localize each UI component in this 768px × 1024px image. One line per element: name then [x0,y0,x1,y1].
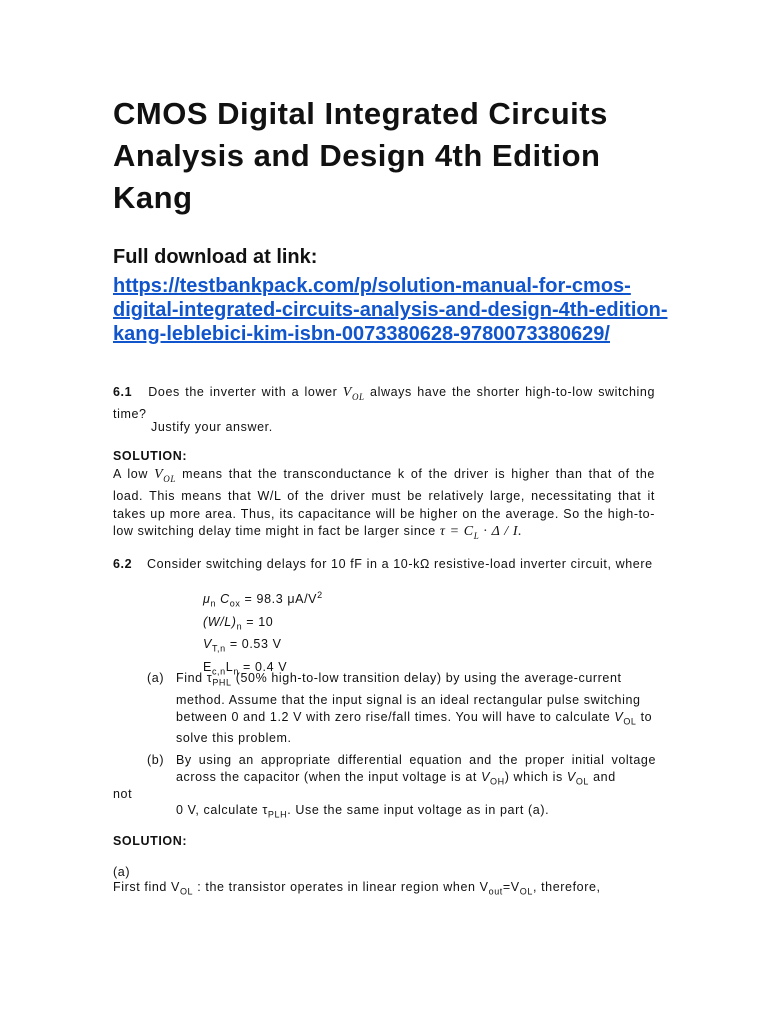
download-label: Full download at link: [113,246,318,268]
question-number: 6.2 [113,557,133,571]
download-link[interactable]: https://testbankpack.com/p/solution-manual-for-cmos-digital-integrated-circuits-analysis-and-design-4th-edition-kang-leblebici-kim-isbn-0073380628-9780073380629/ [113,275,668,345]
vol-symbol: $V_{OL}$ [342,385,365,402]
solution-6-1-text: A low $V_{OL}$ means that the transconductance k of the driver is higher than that of the load. This means that W/L of the driver must be relatively large, necessitating that it takes up more area. Thus, its capacitance will be higher on the average. So the high-to-low switching delay time might in fact be larger since $\tau = C_L \cdot \Delta / I$. [113,467,655,542]
question-6-1-justify: Justify your answer. [151,420,273,434]
parameter-list [203,586,323,680]
parameter-mobility: $\mu_n$ $C_{ox} = 98.3$ $\mu A/V^2$ [203,590,323,609]
solution-6-2-line: First find $V_{OL}$ : the transistor operates in linear region when $V_{out}=V_{OL}$, therefore, [113,880,601,897]
vol-symbol: $V_{OL}$ [154,467,176,484]
parameter-vt: $V_{T,n} = 0.53$ V [203,637,282,654]
question-text: Does the inverter with a lower [148,385,338,399]
delay-formula: $\tau = C_L \cdot \Delta / I$. [439,524,523,542]
part-b-not: not [113,787,133,801]
part-b-text-cont: 0 V, calculate $\tau_{PLH}$. Use the same input voltage as in part (a). [176,803,550,820]
part-a-text: Find $\tau_{PHL}$ (50% high-to-low transition delay) by using the average-current method. Assume that the input signal is an ideal rectangular pulse switching between 0 and 1.2 V with zero rise/fall times. You will have to calculate $V_{OL}$ to solve this problem. [176,671,653,745]
part-b-label: (b) [147,753,165,767]
solution-part-a: (a) [113,865,131,879]
document-title: CMOS Digital Integrated Circuits Analysis and Design 4th Edition Kang [113,96,608,215]
question-6-1 [113,384,655,423]
question-number: 6.1 [113,385,133,399]
parameter-wl: $(W/L)_n = 10$ [203,614,274,632]
solution-heading: SOLUTION: [113,834,188,848]
solution-heading: SOLUTION: [113,449,188,463]
question-text: always have the shorter high-to-low switching time? [113,385,656,421]
parameter-ec: $E_{c,n}L_n = 0.4$ V [203,659,288,677]
part-a-label: (a) [147,671,165,685]
part-b-text: By using an appropriate differential equation and the proper initial voltage across the capacitor (when the input voltage is at $V_{OH}$) which is $V_{OL}$ and [176,753,656,787]
question-6-2-intro: Consider switching delays for 10 fF in a 10-kΩ resistive-load inverter circuit, where [147,557,653,571]
